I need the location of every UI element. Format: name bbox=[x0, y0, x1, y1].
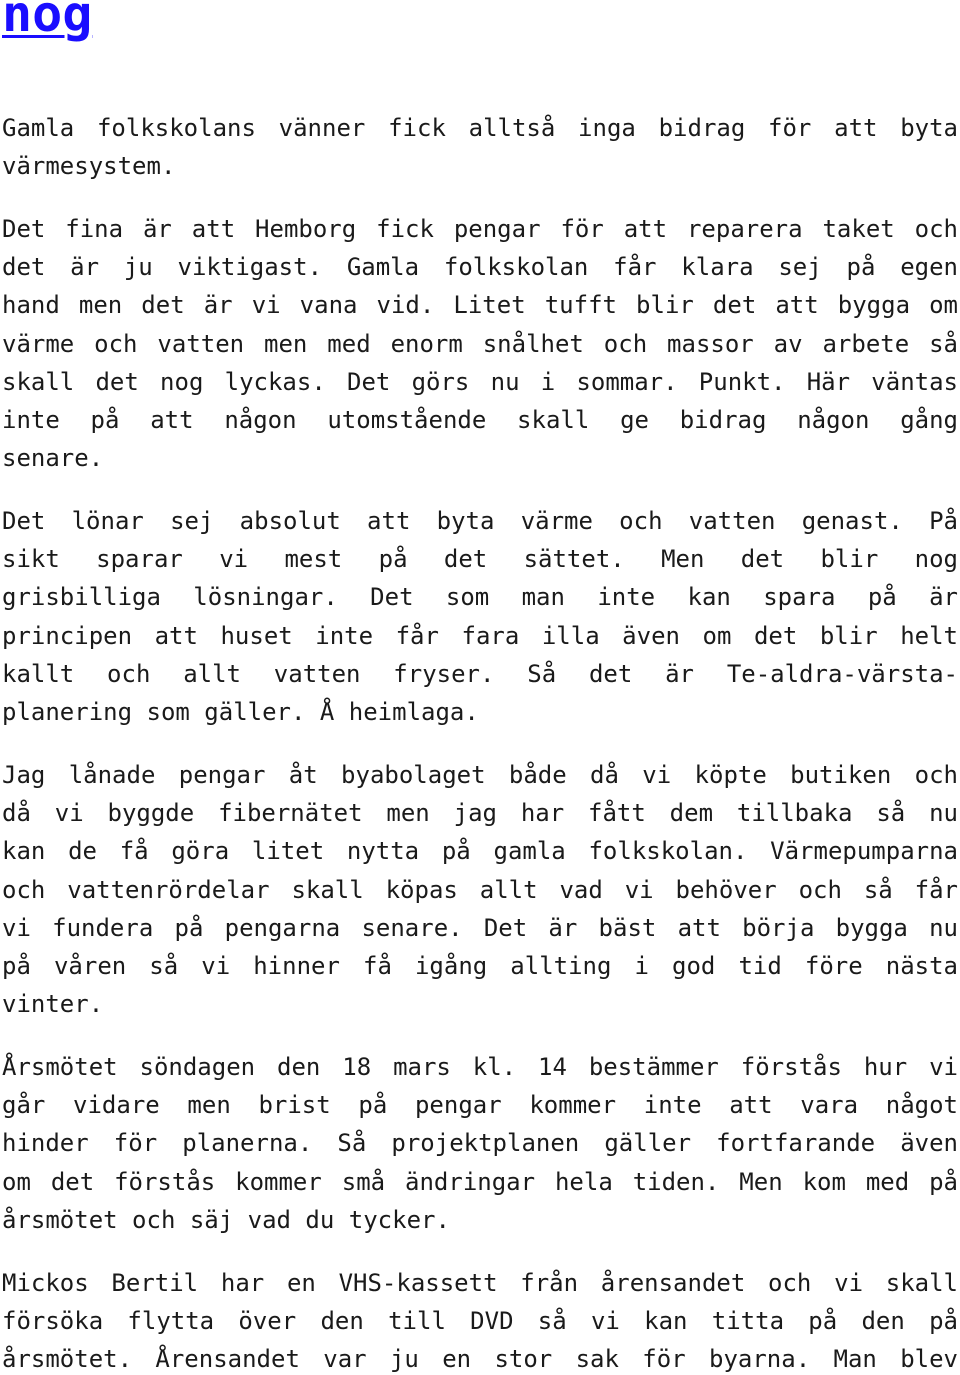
paragraph-line: vi fundera på pengarna senare. Det är bäst att börja bygga nu bbox=[2, 913, 958, 942]
paragraph-line: Det lönar sej absolut att byta värme och vatten genast. På bbox=[2, 507, 958, 535]
paragraph-line: och vattenrördelar skall köpas allt vad vi behöver och så får bbox=[2, 875, 958, 904]
paragraph-line: principen att huset inte får fara illa även om det blir helt bbox=[2, 621, 958, 650]
paragraph-line: hand men det är vi vana vid. Litet tufft blir det att bygga om bbox=[2, 291, 958, 320]
paragraph-line: Gamla folkskolans vänner fick alltså inga bidrag för att byta bbox=[2, 114, 958, 142]
paragraph-line: vinter. bbox=[2, 990, 104, 1019]
paragraph-line: Mickos Bertil har en VHS-kassett från årensandet och vi skall bbox=[2, 1269, 958, 1297]
title-link[interactable]: nog bbox=[2, 0, 93, 43]
paragraph-line: årsmötet och säj vad du tycker. bbox=[2, 1205, 450, 1234]
paragraph-5 bbox=[2, 1048, 958, 1239]
paragraph-line: skall det nog lyckas. Det görs nu i sommar. Punkt. Här väntas bbox=[2, 367, 958, 396]
paragraph-line: värmesystem. bbox=[2, 152, 176, 181]
paragraph-line: Jag lånade pengar åt byabolaget både då vi köpte butiken och bbox=[2, 761, 958, 789]
paragraph-line: då vi byggde fibernätet men jag har fått dem tillbaka så nu bbox=[2, 799, 958, 828]
paragraph-line: sikt sparar vi mest på det sättet. Men det blir nog bbox=[2, 545, 958, 574]
paragraph-2 bbox=[2, 210, 958, 477]
paragraph-line: inte på att någon utomstående skall ge bidrag någon gång bbox=[2, 405, 958, 434]
paragraph-line: om det förstås kommer små ändringar hela tiden. Men kom med på bbox=[2, 1167, 958, 1196]
paragraph-line: kan de få göra litet nytta på gamla folkskolan. Värmepumparna bbox=[2, 837, 958, 866]
paragraph-line: kallt och allt vatten fryser. Så det är Te-aldra-värsta- bbox=[2, 659, 958, 688]
paragraph-line: går vidare men brist på pengar kommer inte att vara något bbox=[2, 1091, 958, 1120]
paragraph-line: Det fina är att Hemborg fick pengar för att reparera taket och bbox=[2, 215, 958, 243]
paragraph-line: senare. bbox=[2, 444, 104, 473]
paragraph-line: årsmötet. Årensandet var ju en stor sak för byarna. Man blev bbox=[2, 1345, 958, 1374]
paragraph-6 bbox=[2, 1264, 958, 1375]
paragraph-line: planering som gäller. Å heimlaga. bbox=[2, 697, 479, 726]
paragraph-line: hinder för planerna. Så projektplanen gäller fortfarande även bbox=[2, 1129, 958, 1158]
paragraph-line: försöka flytta över den till DVD så vi kan titta på den på bbox=[2, 1307, 958, 1336]
paragraph-line: det är ju viktigast. Gamla folkskolan får klara sej på egen bbox=[2, 253, 958, 282]
paragraph-4 bbox=[2, 756, 958, 1023]
paragraph-line: värme och vatten men med enorm snålhet och massor av arbete så bbox=[2, 329, 958, 358]
paragraph-3 bbox=[2, 502, 958, 731]
paragraph-line: Årsmötet söndagen den 18 mars kl. 14 bestämmer förstås hur vi bbox=[2, 1053, 958, 1081]
paragraph-line: grisbilliga lösningar. Det som man inte kan spara på är bbox=[2, 583, 958, 612]
paragraph-line: på våren så vi hinner få igång allting i god tid före nästa bbox=[2, 951, 958, 980]
paragraph-1 bbox=[2, 109, 958, 185]
